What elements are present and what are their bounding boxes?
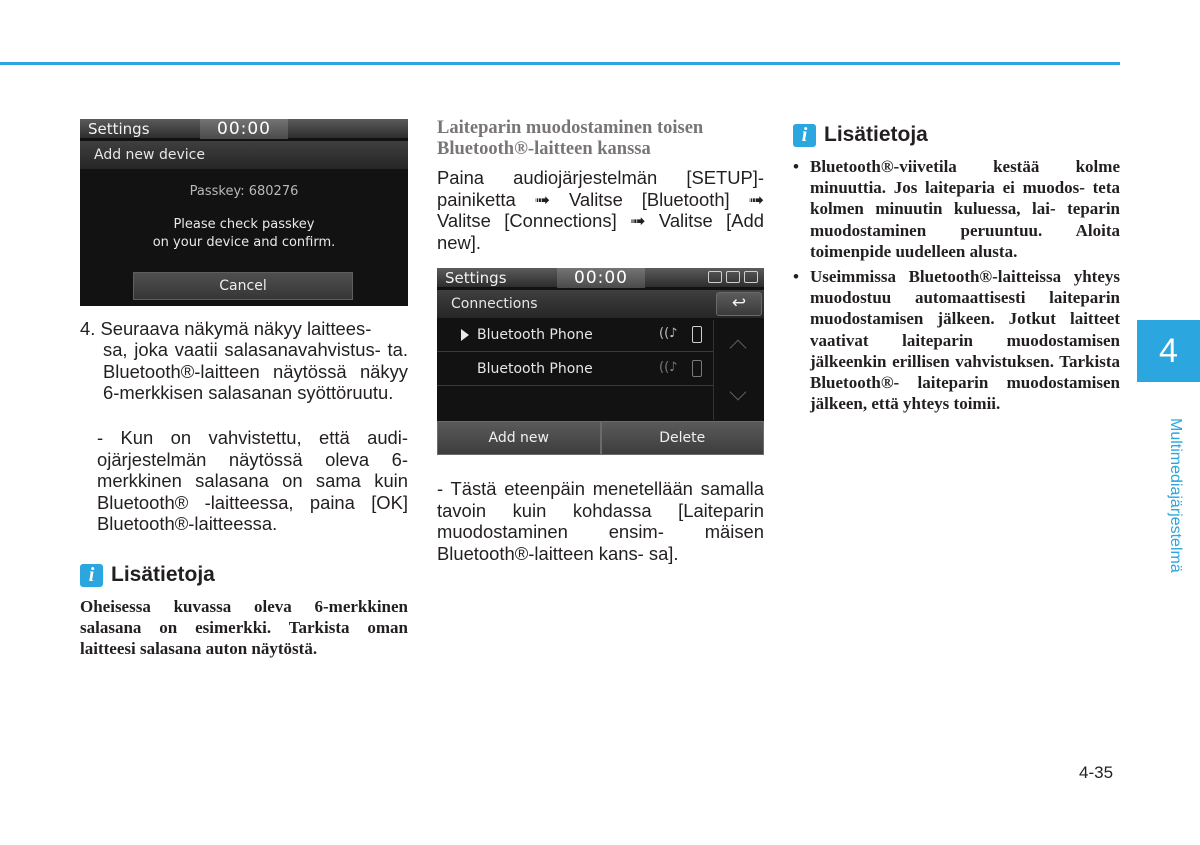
device-name: Bluetooth Phone (477, 327, 593, 343)
scroll-up-icon[interactable] (730, 340, 747, 357)
back-button[interactable]: ↩ (716, 292, 762, 316)
scroll-down-icon[interactable] (730, 384, 747, 401)
device-row[interactable] (437, 320, 713, 352)
info-title: Lisätietoja (824, 123, 928, 146)
confirm-message-line2: on your device and confirm. (152, 235, 336, 250)
info-bullet: • Bluetooth®-viivetila kestää kolme minuuttia. Jos laiteparia ei muodos- teta kolmen minuutin kuluessa, lai- teparin muodostaminen peruuntuu. Aloita toimenpide uudelleen alusta. (793, 156, 1120, 262)
signal-icon (744, 271, 758, 283)
connections-screen (437, 268, 764, 455)
screen-subheader: Add new device (80, 141, 408, 169)
step4-body: sa, joka vaatii salasanavahvistus- ta. Bluetooth®-laitteen näytössä näkyy 6-merkkisen salasanan syöttöruutu. (103, 339, 408, 403)
info-body-left: Oheisessa kuvassa oleva 6-merkkinen salasana on esimerkki. Tarkista oman laitteesi salasana auton näytöstä. (80, 597, 408, 659)
top-rule (0, 62, 1120, 65)
delete-button[interactable]: Delete (601, 421, 765, 455)
continuation-note: - Tästä eteenpäin menetellään samalla tavoin kuin kohdassa [Laiteparin muodostaminen ensim- mäisen Bluetooth®-laitteen kans- sa]. (437, 478, 764, 564)
audio-note-icon: ((♪ (659, 326, 678, 341)
step4-first-line: 4. Seuraava näkymä näkyy laittees- (80, 318, 372, 339)
passkey-text: Passkey: 680276 (189, 184, 299, 199)
setup-instructions: Paina audiojärjestelmän [SETUP]- painiketta ➟ Valitse [Bluetooth] ➟ Valitse [Connections] ➟ Valitse [Add new]. (437, 167, 764, 253)
play-icon (461, 329, 469, 341)
phone-icon (692, 326, 702, 343)
info-icon: i (80, 564, 103, 587)
info-bullet: • Useimmissa Bluetooth®-laitteissa yhteys muodostuu automaattisesti laiteparin muodostamisen jälkeen. Jotkut laitteet vaativat laiteparin muodostamisen jälkeenkin erillisen vahvistuksen. Tarkista Bluetooth®- laiteparin muodostamisen jälkeen, että yhteys toimii. (793, 266, 1120, 414)
page-number: 4-35 (1079, 763, 1114, 782)
list-scroll (713, 320, 764, 420)
screen-subheader: Connections (437, 290, 764, 318)
info-icon: i (793, 124, 816, 147)
audio-note-icon: ((♪ (659, 360, 678, 375)
section-heading: Laiteparin muodostaminen toisen Bluetooth®-laitteen kanssa (437, 118, 704, 159)
bluetooth-audio-icon (726, 271, 740, 283)
chapter-tab: 4 (1137, 320, 1200, 382)
status-icons (708, 271, 758, 285)
info-bullets (793, 156, 1120, 418)
screen-clock: 00:00 (200, 119, 288, 139)
add-device-screen (80, 119, 408, 306)
device-row[interactable] (437, 354, 713, 386)
chapter-name: Multimediajärjestelmä (1167, 418, 1184, 573)
screen-status-bar (437, 268, 764, 288)
screen-title: Settings (88, 120, 150, 138)
action-bar (437, 421, 764, 455)
phone-icon (692, 360, 702, 377)
screen-status-bar (80, 119, 408, 139)
screen-clock: 00:00 (557, 268, 645, 288)
info-heading-right (793, 123, 928, 147)
screen-title: Settings (445, 269, 507, 287)
info-heading-left (80, 563, 215, 587)
confirm-message-line1: Please check passkey (173, 217, 315, 232)
device-name: Bluetooth Phone (477, 361, 593, 377)
info-title: Lisätietoja (111, 563, 215, 586)
device-list (437, 320, 713, 420)
cancel-button[interactable]: Cancel (133, 272, 353, 300)
battery-icon (708, 271, 722, 283)
step4-sub-note: - Kun on vahvistettu, että audi- ojärjestelmän näytössä oleva 6-merkkinen salasana on sama kuin Bluetooth® -laitteessa, paina [OK] Bluetooth®-laitteessa. (97, 427, 408, 534)
add-new-button[interactable]: Add new (437, 421, 601, 455)
